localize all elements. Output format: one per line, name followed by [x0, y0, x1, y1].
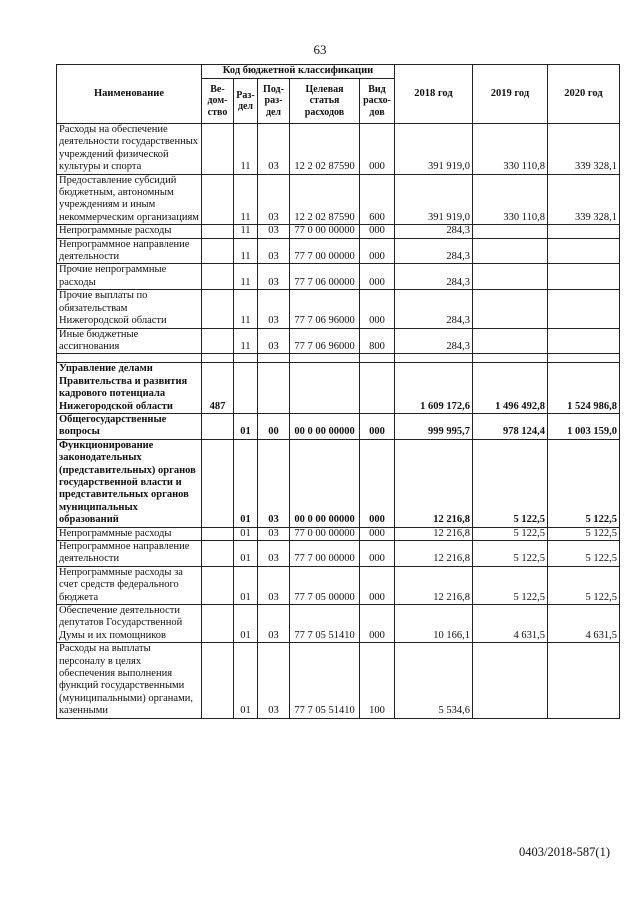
row-name: Общегосударственные вопросы	[57, 413, 202, 439]
row-name: Прочие непрограммные расходы	[57, 264, 202, 290]
row-razdel: 11	[234, 328, 258, 354]
row-ved	[202, 541, 234, 567]
row-ved	[202, 527, 234, 540]
row-2019: 5 122,5	[473, 541, 548, 567]
row-name: Прочие выплаты по обязательствам Нижегородской области	[57, 290, 202, 328]
row-ved	[202, 264, 234, 290]
row-target: 77 7 06 00000	[290, 264, 360, 290]
table-row	[57, 225, 620, 238]
row-ved	[202, 124, 234, 175]
row-vid: 000	[360, 439, 395, 527]
empty-cell	[258, 354, 290, 363]
row-2020	[548, 264, 620, 290]
row-target: 77 7 06 96000	[290, 328, 360, 354]
table-row	[57, 605, 620, 643]
table-row	[57, 643, 620, 718]
row-vid: 000	[360, 124, 395, 175]
row-vid: 000	[360, 238, 395, 264]
row-podrazdel: 03	[258, 566, 290, 604]
row-2019	[473, 238, 548, 264]
row-razdel: 11	[234, 264, 258, 290]
row-name: Непрограммное направление деятельности	[57, 541, 202, 567]
row-2018: 391 919,0	[395, 174, 473, 225]
table-row	[57, 363, 620, 414]
row-target: 00 0 00 00000	[290, 439, 360, 527]
row-2020: 339 328,1	[548, 124, 620, 175]
row-razdel: 01	[234, 439, 258, 527]
row-razdel: 01	[234, 566, 258, 604]
row-ved	[202, 225, 234, 238]
row-name: Непрограммные расходы	[57, 225, 202, 238]
table-row	[57, 238, 620, 264]
row-2018: 284,3	[395, 290, 473, 328]
row-target: 77 7 05 51410	[290, 643, 360, 718]
table-row	[57, 413, 620, 439]
table-row	[57, 527, 620, 540]
row-razdel	[234, 363, 258, 414]
row-ved	[202, 643, 234, 718]
row-target: 12 2 02 87590	[290, 124, 360, 175]
row-2019: 5 122,5	[473, 527, 548, 540]
row-2019: 330 110,8	[473, 124, 548, 175]
row-target: 77 7 05 51410	[290, 605, 360, 643]
row-2020: 5 122,5	[548, 566, 620, 604]
row-target	[290, 363, 360, 414]
row-podrazdel: 03	[258, 264, 290, 290]
row-podrazdel: 03	[258, 174, 290, 225]
table-row	[57, 328, 620, 354]
row-vid: 000	[360, 527, 395, 540]
empty-cell	[473, 354, 548, 363]
row-vid: 800	[360, 328, 395, 354]
empty-cell	[202, 354, 234, 363]
row-2018: 284,3	[395, 225, 473, 238]
row-podrazdel	[258, 363, 290, 414]
row-2020	[548, 225, 620, 238]
row-vid: 000	[360, 541, 395, 567]
row-2020: 5 122,5	[548, 439, 620, 527]
row-podrazdel: 03	[258, 225, 290, 238]
row-razdel: 01	[234, 413, 258, 439]
row-2019	[473, 328, 548, 354]
row-2018: 10 166,1	[395, 605, 473, 643]
row-2019: 5 122,5	[473, 566, 548, 604]
row-2019: 4 631,5	[473, 605, 548, 643]
row-name: Непрограммные расходы	[57, 527, 202, 540]
table-row	[57, 290, 620, 328]
row-vid: 000	[360, 225, 395, 238]
row-razdel: 11	[234, 124, 258, 175]
row-2018: 999 995,7	[395, 413, 473, 439]
row-podrazdel: 03	[258, 328, 290, 354]
row-ved	[202, 238, 234, 264]
row-target: 77 7 00 00000	[290, 541, 360, 567]
row-2018: 12 216,8	[395, 527, 473, 540]
budget-table	[56, 64, 620, 719]
table-row	[57, 566, 620, 604]
table-row	[57, 439, 620, 527]
row-name: Иные бюджетные ассигнования	[57, 328, 202, 354]
row-podrazdel: 03	[258, 643, 290, 718]
row-ved	[202, 566, 234, 604]
row-2020	[548, 643, 620, 718]
row-target: 77 0 00 00000	[290, 527, 360, 540]
row-2020: 339 328,1	[548, 174, 620, 225]
header-2020: 2020 год	[548, 65, 620, 124]
row-2018: 284,3	[395, 238, 473, 264]
row-2020	[548, 290, 620, 328]
row-2019	[473, 290, 548, 328]
row-name: Расходы на выплаты персоналу в целях обеспечения выполнения функций государственными (муниципальными) органами, казенными	[57, 643, 202, 718]
row-2018: 5 534,6	[395, 643, 473, 718]
row-name: Обеспечение деятельности депутатов Государственной Думы и их помощников	[57, 605, 202, 643]
row-podrazdel: 00	[258, 413, 290, 439]
row-2018: 12 216,8	[395, 439, 473, 527]
row-vid: 000	[360, 264, 395, 290]
row-razdel: 01	[234, 643, 258, 718]
row-2018: 391 919,0	[395, 124, 473, 175]
row-2020: 1 524 986,8	[548, 363, 620, 414]
row-podrazdel: 03	[258, 527, 290, 540]
row-target: 00 0 00 00000	[290, 413, 360, 439]
row-razdel: 01	[234, 605, 258, 643]
row-razdel: 11	[234, 174, 258, 225]
spacer-row	[57, 354, 620, 363]
row-vid	[360, 363, 395, 414]
row-podrazdel: 03	[258, 124, 290, 175]
header-classification-group: Код бюджетной классификации	[202, 65, 395, 79]
row-name: Непрограммное направление деятельности	[57, 238, 202, 264]
row-2018: 12 216,8	[395, 566, 473, 604]
row-ved	[202, 605, 234, 643]
row-razdel: 01	[234, 527, 258, 540]
row-target: 77 7 05 00000	[290, 566, 360, 604]
row-2018: 284,3	[395, 328, 473, 354]
row-ved	[202, 174, 234, 225]
empty-cell	[57, 354, 202, 363]
page-number: 63	[313, 42, 327, 57]
row-name: Расходы на обеспечение деятельности государственных учреждений физической культуры и спорта	[57, 124, 202, 175]
row-vid: 000	[360, 605, 395, 643]
empty-cell	[290, 354, 360, 363]
row-ved	[202, 413, 234, 439]
row-ved	[202, 439, 234, 527]
row-target: 12 2 02 87590	[290, 174, 360, 225]
row-razdel: 01	[234, 541, 258, 567]
row-2020	[548, 238, 620, 264]
row-podrazdel: 03	[258, 439, 290, 527]
row-2020: 4 631,5	[548, 605, 620, 643]
header-ved: Ве-дом-ство	[202, 79, 234, 124]
row-ved	[202, 290, 234, 328]
row-name: Предоставление субсидий бюджетным, автономным учреждениям и иным некоммерческим организациям	[57, 174, 202, 225]
empty-cell	[548, 354, 620, 363]
row-vid: 100	[360, 643, 395, 718]
row-razdel: 11	[234, 238, 258, 264]
row-ved: 487	[202, 363, 234, 414]
row-razdel: 11	[234, 290, 258, 328]
table-row	[57, 124, 620, 175]
row-name: Функционирование законодательных (представительных) органов государственной власти и представительных органов муниципальных образований	[57, 439, 202, 527]
row-name: Управление делами Правительства и развития кадрового потенциала Нижегородской области	[57, 363, 202, 414]
row-vid: 000	[360, 290, 395, 328]
row-podrazdel: 03	[258, 605, 290, 643]
empty-cell	[395, 354, 473, 363]
row-2019	[473, 264, 548, 290]
header-name: Наименование	[57, 65, 202, 124]
row-vid: 000	[360, 566, 395, 604]
row-2018: 12 216,8	[395, 541, 473, 567]
row-target: 77 0 00 00000	[290, 225, 360, 238]
row-2019: 5 122,5	[473, 439, 548, 527]
header-razdel: Раз-дел	[234, 79, 258, 124]
document-code: 0403/2018-587(1)	[519, 845, 610, 859]
header-podrazdel: Под-раз-дел	[258, 79, 290, 124]
row-razdel: 11	[234, 225, 258, 238]
row-vid: 000	[360, 413, 395, 439]
header-2019: 2019 год	[473, 65, 548, 124]
row-2020: 5 122,5	[548, 541, 620, 567]
header-2018: 2018 год	[395, 65, 473, 124]
row-2019: 978 124,4	[473, 413, 548, 439]
row-podrazdel: 03	[258, 238, 290, 264]
table-row	[57, 174, 620, 225]
table-row	[57, 264, 620, 290]
row-2018: 284,3	[395, 264, 473, 290]
empty-cell	[360, 354, 395, 363]
row-2019	[473, 225, 548, 238]
header-vid: Вид расхо-дов	[360, 79, 395, 124]
row-2020	[548, 328, 620, 354]
row-podrazdel: 03	[258, 541, 290, 567]
table-row	[57, 541, 620, 567]
row-podrazdel: 03	[258, 290, 290, 328]
row-2020: 1 003 159,0	[548, 413, 620, 439]
row-vid: 600	[360, 174, 395, 225]
table-body	[57, 124, 620, 719]
row-ved	[202, 328, 234, 354]
row-target: 77 7 00 00000	[290, 238, 360, 264]
row-2019: 1 496 492,8	[473, 363, 548, 414]
row-2019: 330 110,8	[473, 174, 548, 225]
row-2020: 5 122,5	[548, 527, 620, 540]
empty-cell	[234, 354, 258, 363]
row-2019	[473, 643, 548, 718]
row-name: Непрограммные расходы за счет средств федерального бюджета	[57, 566, 202, 604]
row-2018: 1 609 172,6	[395, 363, 473, 414]
row-target: 77 7 06 96000	[290, 290, 360, 328]
header-celevaya: Целевая статья расходов	[290, 79, 360, 124]
